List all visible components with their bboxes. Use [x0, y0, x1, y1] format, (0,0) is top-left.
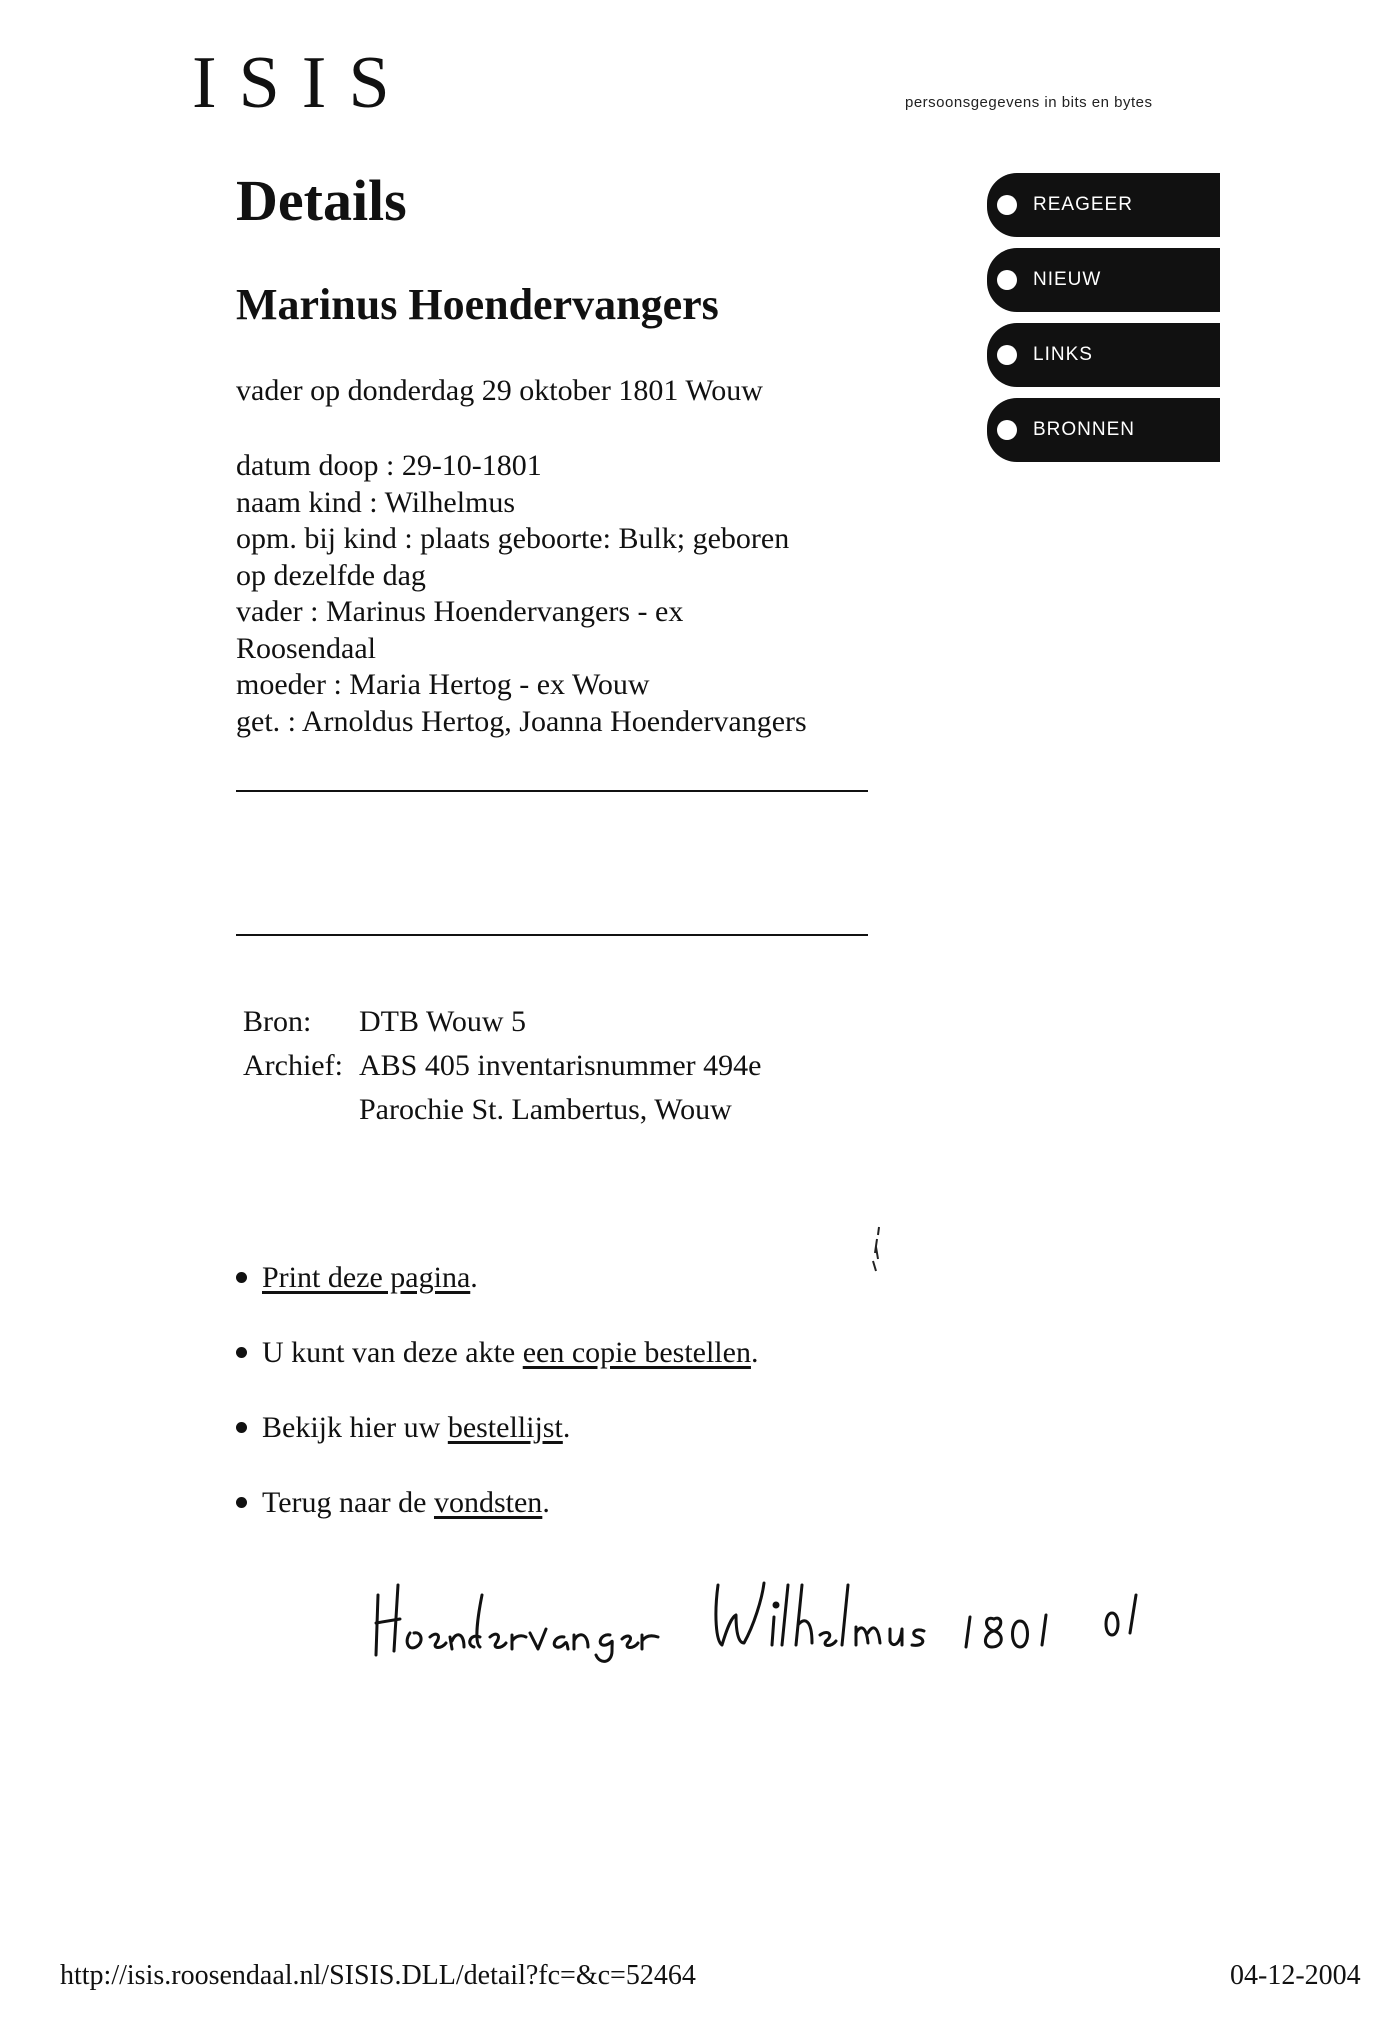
- bullet-icon: [236, 1497, 247, 1508]
- nav-bronnen-label: BRONNEN: [1033, 419, 1136, 440]
- detail-line-father: vader : Marinus Hoendervangers - ex: [236, 595, 684, 628]
- nav-bullet-icon: [997, 420, 1017, 440]
- page-title: Details: [236, 168, 407, 233]
- back-text: Terug naar de: [262, 1485, 434, 1519]
- detail-line-mother: moeder : Maria Hertog - ex Wouw: [236, 668, 650, 701]
- order-list-text: Bekijk hier uw: [262, 1410, 448, 1444]
- copy-text: U kunt van deze akte: [262, 1335, 523, 1369]
- archief-value: ABS 405 inventarisnummer 494e: [359, 1049, 762, 1082]
- source-info: [243, 1000, 761, 1132]
- source-row-archief-cont: [243, 1088, 761, 1132]
- side-navigation: [987, 173, 1220, 473]
- nav-links-label: LINKS: [1033, 344, 1093, 365]
- list-item: [236, 1465, 758, 1540]
- back-period: .: [542, 1485, 550, 1519]
- nav-bullet-icon: [997, 195, 1017, 215]
- bullet-icon: [236, 1272, 247, 1283]
- nav-links-button[interactable]: [987, 323, 1220, 387]
- nav-bullet-icon: [997, 270, 1017, 290]
- handwritten-annotation: [370, 1555, 1190, 1665]
- scan-artifact-mark: [870, 1225, 884, 1275]
- list-item: [236, 1390, 758, 1465]
- bron-label: Bron:: [243, 1005, 312, 1038]
- nav-bullet-icon: [997, 345, 1017, 365]
- event-summary: vader op donderdag 29 oktober 1801 Wouw: [236, 374, 763, 407]
- nav-reageer-button[interactable]: [987, 173, 1220, 237]
- print-page-link[interactable]: Print deze pagina: [262, 1260, 471, 1294]
- nav-reageer-label: REAGEER: [1033, 194, 1133, 215]
- list-item: [236, 1240, 758, 1315]
- print-period: .: [470, 1260, 478, 1294]
- bron-value: DTB Wouw 5: [359, 1005, 527, 1038]
- divider: [236, 790, 868, 792]
- record-details: [236, 448, 876, 740]
- page-url: http://isis.roosendaal.nl/SISIS.DLL/detail?fc=&c=52464: [60, 1960, 696, 1991]
- site-tagline: persoonsgegevens in bits en bytes: [905, 94, 1153, 111]
- bullet-icon: [236, 1422, 247, 1433]
- detail-line-baptism-date: datum doop : 29-10-1801: [236, 449, 542, 482]
- source-row-bron: [243, 1000, 761, 1044]
- order-list-link[interactable]: bestellijst: [447, 1410, 563, 1444]
- detail-line-child-note-cont: op dezelfde dag: [236, 558, 426, 592]
- print-date: 04-12-2004: [1230, 1960, 1361, 1991]
- source-row-archief: [243, 1044, 761, 1088]
- nav-bronnen-button[interactable]: [987, 398, 1220, 462]
- detail-line-child-note: opm. bij kind : plaats geboorte: Bulk; geboren: [236, 522, 790, 555]
- order-list-period: .: [562, 1410, 571, 1444]
- action-list: [236, 1240, 758, 1540]
- detail-line-witnesses: get. : Arnoldus Hertog, Joanna Hoendervangers: [236, 704, 807, 738]
- person-name: Marinus Hoendervangers: [236, 280, 719, 329]
- archief-label: Archief:: [243, 1049, 343, 1082]
- back-to-results-link[interactable]: vondsten: [433, 1485, 543, 1519]
- nav-nieuw-label: NIEUW: [1033, 269, 1102, 290]
- isis-logo: ISIS: [192, 42, 412, 124]
- detail-line-child-name: naam kind : Wilhelmus: [236, 485, 516, 519]
- archief-value-parish: Parochie St. Lambertus, Wouw: [359, 1093, 732, 1126]
- detail-line-father-cont: Roosendaal: [236, 631, 376, 665]
- copy-period: .: [750, 1335, 759, 1369]
- nav-nieuw-button[interactable]: [987, 248, 1220, 312]
- divider: [236, 934, 868, 936]
- order-copy-link[interactable]: een copie bestellen: [522, 1335, 751, 1369]
- list-item: [236, 1315, 758, 1390]
- bullet-icon: [236, 1347, 247, 1358]
